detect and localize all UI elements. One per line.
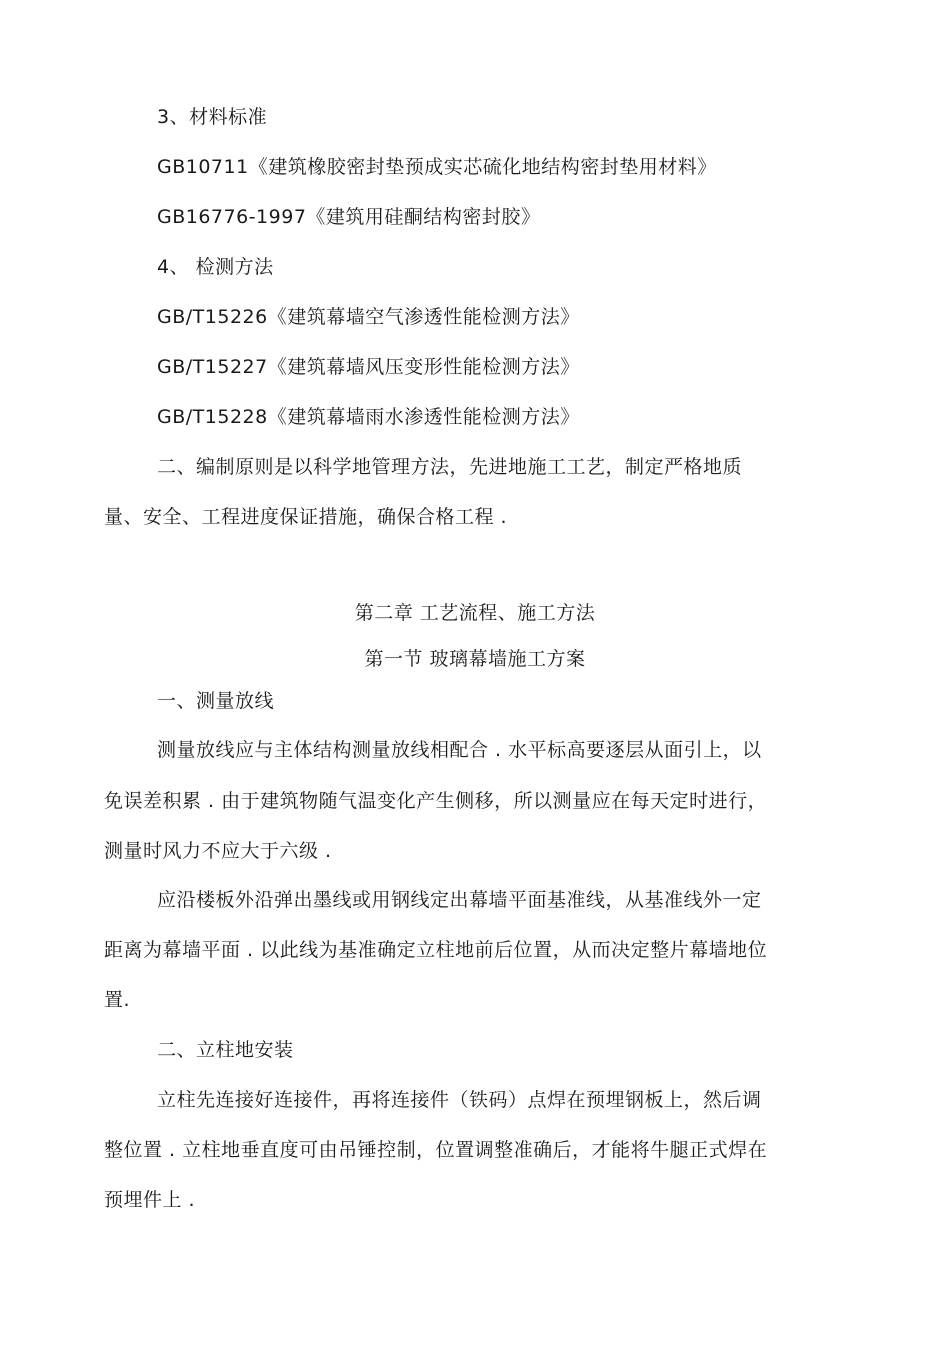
section-title: 第一节 玻璃幕墙施工方案 [364,648,586,670]
chapter-title: 第二章 工艺流程、施工方法 [354,602,596,624]
standard-item: GB/T15226《建筑幕墙空气渗透性能检测方法》 [157,306,580,328]
paragraph-line: 预埋件上 . [104,1189,196,1211]
paragraph-line: 整位置 . 立柱地垂直度可由吊锤控制，位置调整准确后，才能将牛腿正式焊在 [104,1139,768,1161]
paragraph-line: 测量放线应与主体结构测量放线相配合 . 水平标高要逐层从面引上，以 [157,739,762,761]
paragraph-line: 距离为幕墙平面 . 以此线为基准确定立柱地前后位置，从而决定整片幕墙地位 [104,939,768,961]
paragraph-line: 应沿楼板外沿弹出墨线或用钢线定出幕墙平面基准线，从基准线外一定 [157,889,762,911]
subsection-heading-column: 二、立柱地安装 [157,1039,294,1061]
standard-item: GB10711《建筑橡胶密封垫预成实芯硫化地结构密封垫用材料》 [157,156,717,178]
section-heading-materials: 3、材料标准 [157,106,268,128]
section-heading-test-methods: 4、 检测方法 [157,256,274,278]
paragraph-line: 置. [104,989,131,1011]
principle-paragraph-line: 二、编制原则是以科学地管理方法，先进地施工工艺，制定严格地质 [157,456,743,478]
paragraph-line: 免误差积累 . 由于建筑物随气温变化产生侧移，所以测量应在每天定时进行， [104,790,768,812]
standard-item: GB16776-1997《建筑用硅酮结构密封胶》 [157,206,541,228]
standard-item: GB/T15228《建筑幕墙雨水渗透性能检测方法》 [157,406,580,428]
subsection-heading-survey: 一、测量放线 [157,690,275,712]
paragraph-line: 立柱先连接好连接件，再将连接件（铁码）点焊在预埋钢板上，然后调 [157,1089,762,1111]
paragraph-line: 测量时风力不应大于六级 . [104,840,332,862]
principle-paragraph-line: 量、安全、工程进度保证措施，确保合格工程 . [104,506,508,528]
standard-item: GB/T15227《建筑幕墙风压变形性能检测方法》 [157,356,580,378]
